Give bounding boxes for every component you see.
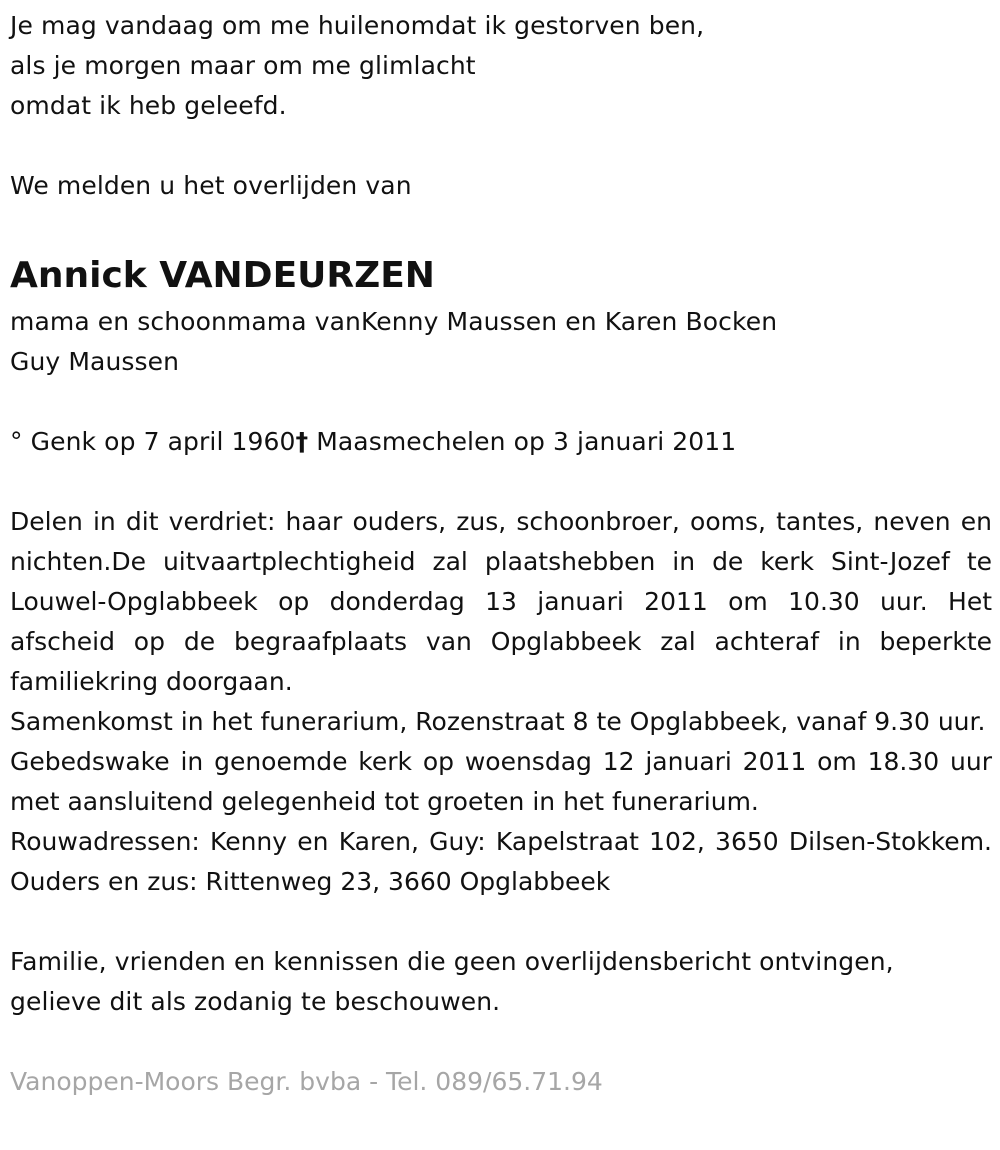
poem-line-3: omdat ik heb geleefd. [10,91,287,120]
closing-line-2: gelieve dit als zodanig te beschouwen. [10,987,501,1016]
gathering-paragraph: Samenkomst in het funerarium, Rozenstraat 8 te Opglabbeek, vanaf 9.30 uur. [10,707,986,736]
death-notice [10,6,992,1102]
spacer [10,206,992,246]
announcement-text: We melden u het overlijden van [10,171,412,200]
birth-info: ° Genk op 7 april 1960 [10,427,296,456]
life-dates [10,422,992,462]
death-info: Maasmechelen op 3 januari 2011 [308,427,737,456]
spacer [10,382,992,422]
poem-line-2: als je morgen maar om me glimlacht [10,51,476,80]
spacer [10,462,992,502]
funeral-home-footer: Vanoppen-Moors Begr. bvba - Tel. 089/65.71.94 [10,1067,603,1096]
addresses-paragraph: Rouwadressen: Kenny en Karen, Guy: Kapelstraat 102, 3650 Dilsen-Stokkem. Ouders en zus: Rittenweg 23, 3660 Opglabbeek [10,827,992,896]
poem [10,6,992,126]
spacer [10,1022,992,1062]
closing-line-1: Familie, vrienden en kennissen die geen overlijdensbericht ontvingen, [10,947,894,976]
deceased-name: Annick VANDEURZEN [10,255,435,296]
poem-line-1: Je mag vandaag om me huilenomdat ik gestorven ben, [10,11,705,40]
vigil-paragraph: Gebedswake in genoemde kerk op woensdag 12 januari 2011 om 18.30 uur met aansluitend gelegenheid tot groeten in het funerarium. [10,747,992,816]
relation-line-2: Guy Maussen [10,347,180,376]
spacer [10,126,992,166]
spacer [10,902,992,942]
cross-icon: † [295,427,309,456]
mourning-paragraph: Delen in dit verdriet: haar ouders, zus, schoonbroer, ooms, tantes, neven en nichten.De uitvaartplechtigheid zal plaatshebben in de kerk Sint-Jozef te Louwel-Opglabbeek op donderdag 13 januari 2011 om 10.30 uur. Het afscheid op de begraafplaats van Opglabbeek zal achteraf in beperkte familiekring doorgaan. [10,507,992,696]
closing-note [10,942,992,1022]
relation-line-1: mama en schoonmama vanKenny Maussen en Karen Bocken [10,307,778,336]
